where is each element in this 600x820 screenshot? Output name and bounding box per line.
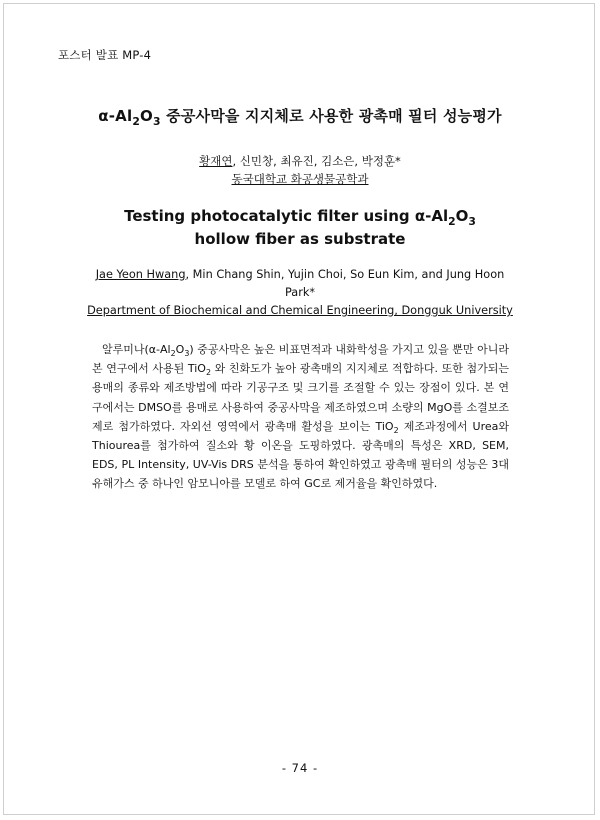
subscript: 3: [184, 349, 190, 359]
abstract-text: O: [175, 343, 185, 356]
english-title-text: O: [455, 207, 469, 225]
english-title-text: hollow fiber as substrate: [194, 230, 406, 248]
korean-authors: [0, 152, 600, 170]
subscript: 2: [393, 426, 399, 435]
coauthors-en: , Min Chang Shin, Yujin Choi, So Eun Kim, and Jung Hoon Park*: [185, 268, 505, 299]
english-title-text: Testing photocatalytic filter using α-Al: [124, 207, 449, 225]
english-authors: [80, 266, 520, 302]
session-label: 포스터 발표 MP-4: [58, 48, 152, 62]
subscript: 2: [205, 368, 211, 378]
english-title: [100, 205, 500, 251]
english-affiliation: Department of Biochemical and Chemical Engineering, Dongguk University: [87, 304, 513, 317]
korean-title-text: α-Al: [98, 107, 133, 125]
abstract-text: 와 친화도가 높아 광촉매의 지지체로 적합하다. 또한 첨가되는 용매의 종류와 제조방법에 따라 기공구조 및 크기를 조절할 수 있는 장점이 있다. 본 연구에서는 DMSO를 용매로 사용하여 중공사막을 제조하였으며 소량의 MgO를 소결보조제로 첨가하였다. 자외선 영역에서 광촉매 활성을 보이는 TiO: [92, 362, 509, 433]
subscript: 2: [170, 349, 176, 359]
subscript: 2: [448, 215, 456, 228]
korean-title: [0, 105, 600, 126]
english-author-block: [80, 266, 520, 320]
subscript: 2: [132, 115, 141, 128]
korean-title-text: O: [140, 107, 153, 125]
abstract-text: 알루미나(α-Al: [102, 343, 171, 356]
page-number: - 74 -: [281, 761, 319, 775]
subscript: 3: [153, 115, 161, 128]
korean-title-text: 중공사막을 지지체로 사용한 광촉매 필터 성능평가: [160, 107, 502, 125]
presenter-name-en: Jae Yeon Hwang: [95, 268, 186, 281]
abstract-text: ) 중공사막은 높은 비표면적과 내화학성을 가지고 있을 뿐만 아니라 본 연구에서 사용된 TiO: [92, 343, 509, 376]
korean-affiliation: 동국대학교 화공생물공학과: [231, 172, 369, 186]
abstract-paragraph: [92, 340, 509, 494]
presenter-name-ko: 황재연: [199, 154, 233, 168]
coauthors-ko: , 신민창, 최유진, 김소은, 박정훈*: [232, 154, 401, 168]
subscript: 3: [468, 215, 476, 228]
korean-author-block: [0, 152, 600, 188]
abstract-text: 제조과정에서 Urea와 Thiourea를 첨가하여 질소와 황 이온을 도핑하였다. 광촉매의 특성은 XRD, SEM, EDS, PL Intensity, UV-Vis DRS 분석을 통하여 확인하였고 광촉매 필터의 성능은 3대 유해가스 중 하나인 암모니아를 모델로 하여 GC로 제거율을 확인하였다.: [92, 419, 509, 491]
